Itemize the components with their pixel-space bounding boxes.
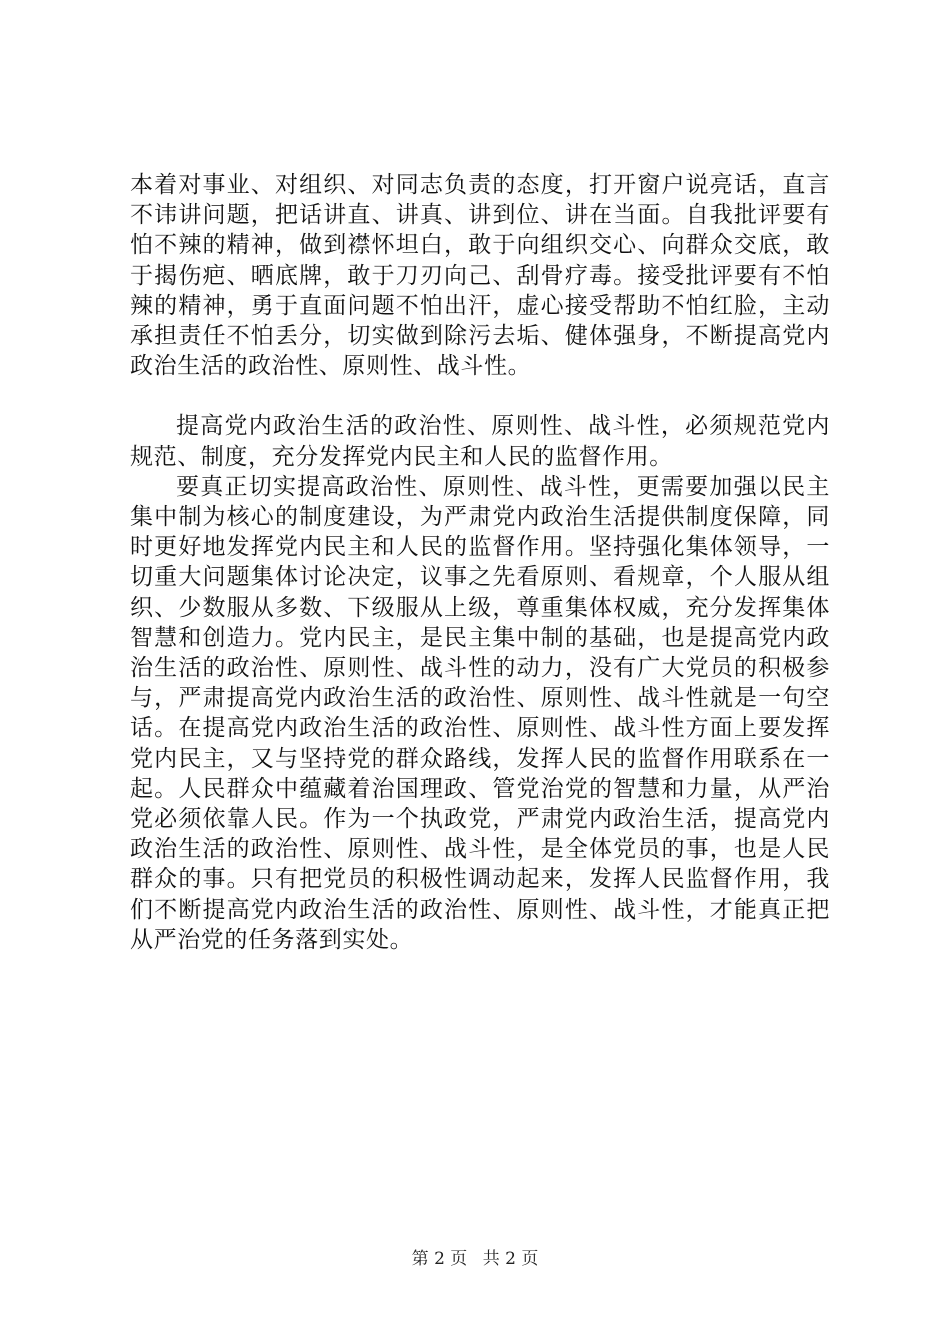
page-footer (0, 1244, 950, 1269)
paragraph-body: 要真正切实提高政治性、原则性、战斗性，更需要加强以民主集中制为核心的制度建设，为严肃党内政治生活提供制度保障，同时更好地发挥党内民主和人民的监督作用。坚持强化集体领导，一切重大问题集体讨论决定，议事之先看原则、看规章，个人服从组织、少数服从多数、下级服从上级，尊重集体权威，充分发挥集体智慧和创造力。党内民主，是民主集中制的基础，也是提高党内政治生活的政治性、原则性、战斗性的动力，没有广大党员的积极参与，严肃提高党内政治生活的政治性、原则性、战斗性就是一句空话。在提高党内政治生活的政治性、原则性、战斗性方面上要发挥党内民主，又与坚持党的群众路线，发挥人民的监督作用联系在一起。人民群众中蕴藏着治国理政、管党治党的智慧和力量，从严治党必须依靠人民。作为一个执政党，严肃党内政治生活，提高党内政治生活的政治性、原则性、战斗性，是全体党员的事，也是人民群众的事。只有把党员的积极性调动起来，发挥人民监督作用，我们不断提高党内政治生活的政治性、原则性、战斗性，才能真正把从严治党的任务落到实处。 (130, 473, 830, 953)
page-total: 共 2 页 (482, 1249, 539, 1269)
paragraph-continuation: 本着对事业、对组织、对同志负责的态度，打开窗户说亮话，直言不讳讲问题，把话讲直、讲真、讲到位、讲在当面。自我批评要有怕不辣的精神，做到襟怀坦白，敢于向组织交心、向群众交底，敢于揭伤疤、晒底牌，敢于刀刃向己、刮骨疗毒。接受批评要有不怕辣的精神，勇于直面问题不怕出汗，虚心接受帮助不怕红脸，主动承担责任不怕丢分，切实做到除污去垢、健体强身，不断提高党内政治生活的政治性、原则性、战斗性。 (130, 172, 830, 380)
document-body (130, 170, 830, 955)
paragraph-gap (130, 381, 830, 411)
page-number: 第 2 页 (411, 1249, 468, 1269)
paragraph-heading-point: 提高党内政治生活的政治性、原则性、战斗性，必须规范党内规范、制度，充分发挥党内民主和人民的监督作用。 (130, 413, 830, 470)
